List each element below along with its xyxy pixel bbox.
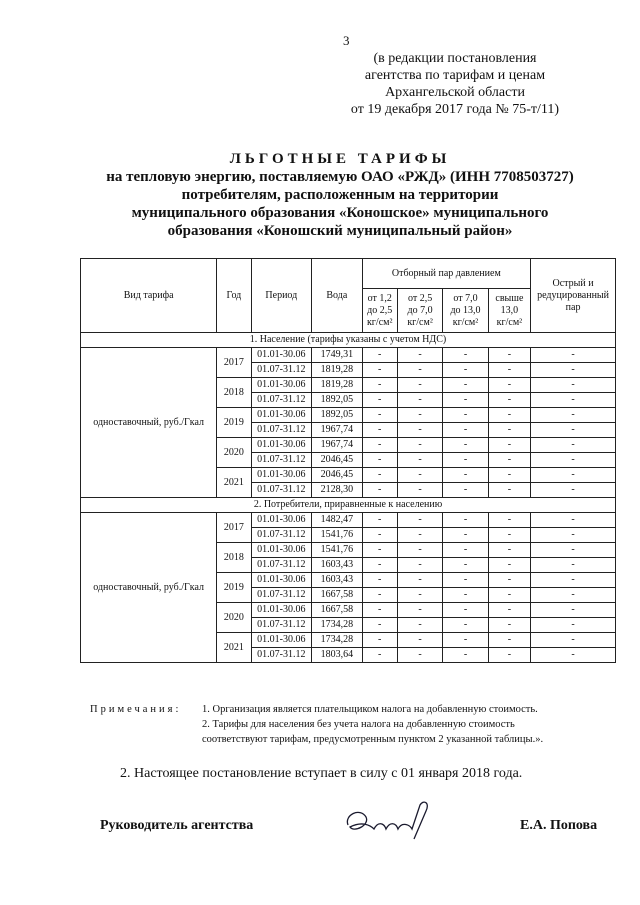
dash-cell: - (362, 453, 397, 468)
title-line: образования «Коношский муниципальный район» (167, 223, 513, 239)
header-steam-text: от 1,2 (367, 292, 392, 304)
water-value-cell: 1482,47 (312, 513, 362, 528)
dash-cell: - (488, 573, 530, 588)
water-value-cell: 1819,28 (312, 363, 362, 378)
dash-cell: - (362, 363, 397, 378)
dash-cell: - (531, 633, 616, 648)
water-value-cell: 1967,74 (312, 438, 362, 453)
dash-cell: - (488, 453, 530, 468)
header-steam-group: Отборный пар давлением (362, 259, 531, 289)
section-row (81, 333, 616, 348)
water-value-cell: 1803,64 (312, 648, 362, 663)
dash-cell: - (531, 348, 616, 363)
period-cell: 01.07-31.12 (251, 393, 312, 408)
period-cell: 01.07-31.12 (251, 483, 312, 498)
dash-cell: - (488, 408, 530, 423)
dash-cell: - (443, 528, 488, 543)
dash-cell: - (362, 573, 397, 588)
water-value-cell: 1667,58 (312, 588, 362, 603)
dash-cell: - (443, 573, 488, 588)
period-cell: 01.01-30.06 (251, 348, 312, 363)
dash-cell: - (397, 558, 442, 573)
period-cell: 01.07-31.12 (251, 453, 312, 468)
page-number: 3 (343, 33, 350, 48)
dash-cell: - (531, 558, 616, 573)
dash-cell: - (488, 603, 530, 618)
header-period: Период (251, 259, 312, 333)
dash-cell: - (443, 423, 488, 438)
redaction-note (330, 50, 580, 118)
dash-cell: - (362, 633, 397, 648)
dash-cell: - (362, 468, 397, 483)
header-steam-col (362, 289, 397, 333)
dash-cell: - (397, 528, 442, 543)
header-kind: Вид тарифа (81, 259, 217, 333)
header-steam-text: 13,0 (500, 304, 519, 316)
header-steam-text: свыше (495, 292, 524, 304)
period-cell: 01.01-30.06 (251, 543, 312, 558)
period-cell: 01.01-30.06 (251, 438, 312, 453)
period-cell: 01.01-30.06 (251, 513, 312, 528)
dash-cell: - (362, 513, 397, 528)
water-value-cell: 1892,05 (312, 393, 362, 408)
header-steam-text: кг/см² (366, 316, 393, 328)
year-cell: 2021 (217, 633, 251, 663)
dash-cell: - (488, 468, 530, 483)
dash-cell: - (397, 513, 442, 528)
water-value-cell: 1734,28 (312, 633, 362, 648)
period-cell: 01.01-30.06 (251, 603, 312, 618)
header-sharp-line: Острый и (552, 277, 594, 289)
dash-cell: - (531, 573, 616, 588)
dash-cell: - (443, 453, 488, 468)
water-value-cell: 1734,28 (312, 618, 362, 633)
dash-cell: - (397, 633, 442, 648)
redaction-line: от 19 декабря 2017 года № 75-т/11) (350, 102, 560, 117)
dash-cell: - (397, 573, 442, 588)
dash-cell: - (488, 633, 530, 648)
dash-cell: - (397, 648, 442, 663)
dash-cell: - (531, 453, 616, 468)
period-cell: 01.07-31.12 (251, 618, 312, 633)
dash-cell: - (488, 438, 530, 453)
dash-cell: - (531, 378, 616, 393)
dash-cell: - (531, 408, 616, 423)
dash-cell: - (531, 438, 616, 453)
dash-cell: - (488, 648, 530, 663)
section-row (81, 498, 616, 513)
dash-cell: - (531, 528, 616, 543)
dash-cell: - (362, 603, 397, 618)
dash-cell: - (362, 483, 397, 498)
dash-cell: - (443, 468, 488, 483)
dash-cell: - (362, 378, 397, 393)
dash-cell: - (362, 408, 397, 423)
dash-cell: - (362, 348, 397, 363)
dash-cell: - (443, 603, 488, 618)
signer-position: Руководитель агентства (100, 818, 254, 833)
dash-cell: - (488, 588, 530, 603)
notes-label: Примечания: (90, 704, 182, 715)
year-cell: 2020 (217, 438, 251, 468)
dash-cell: - (443, 378, 488, 393)
header-year: Год (217, 259, 251, 333)
header-steam-text: от 2,5 (407, 292, 433, 304)
dash-cell: - (443, 648, 488, 663)
period-cell: 01.07-31.12 (251, 423, 312, 438)
dash-cell: - (443, 408, 488, 423)
redaction-line: Архангельской области (385, 85, 525, 100)
section-title: 2. Потребители, приравненные к населению (81, 498, 616, 513)
header-sharp-steam (531, 259, 616, 333)
dash-cell: - (488, 423, 530, 438)
dash-cell: - (443, 348, 488, 363)
dash-cell: - (362, 648, 397, 663)
dash-cell: - (443, 483, 488, 498)
water-value-cell: 1603,43 (312, 558, 362, 573)
year-cell: 2018 (217, 378, 251, 408)
dash-cell: - (397, 453, 442, 468)
tariff-body (81, 333, 616, 663)
water-value-cell: 1819,28 (312, 378, 362, 393)
dash-cell: - (488, 528, 530, 543)
header-steam-col (443, 289, 488, 333)
redaction-line: (в редакции постановления (373, 51, 537, 66)
dash-cell: - (443, 558, 488, 573)
effective-date-clause: 2. Настоящее постановление вступает в силу с 01 января 2018 года. (120, 766, 523, 781)
title-line: муниципального образования «Коношское» муниципального (131, 205, 549, 221)
dash-cell: - (443, 513, 488, 528)
dash-cell: - (397, 348, 442, 363)
tariff-table (80, 258, 616, 663)
signer-name: Е.А. Попова (520, 818, 598, 833)
title-heading: ЛЬГОТНЫЕ ТАРИФЫ (229, 151, 451, 167)
dash-cell: - (488, 513, 530, 528)
dash-cell: - (531, 648, 616, 663)
tariff-kind: одноставочный, руб./Гкал (81, 513, 217, 663)
period-cell: 01.01-30.06 (251, 573, 312, 588)
period-cell: 01.07-31.12 (251, 363, 312, 378)
dash-cell: - (531, 513, 616, 528)
dash-cell: - (397, 393, 442, 408)
dash-cell: - (397, 618, 442, 633)
year-cell: 2018 (217, 543, 251, 573)
dash-cell: - (488, 558, 530, 573)
year-cell: 2017 (217, 348, 251, 378)
note-2: 2. Тарифы для населения без учета налога на добавленную стоимость (202, 719, 515, 730)
signature-image (340, 795, 450, 845)
header-sharp-line: редуцированный (537, 289, 609, 301)
dash-cell: - (397, 588, 442, 603)
dash-cell: - (443, 363, 488, 378)
title-line: потребителям, расположенным на территории (181, 187, 499, 203)
document-title (60, 150, 620, 240)
header-steam-text: до 7,0 (407, 304, 433, 316)
dash-cell: - (531, 543, 616, 558)
table-row (81, 513, 616, 528)
table-row (81, 348, 616, 363)
header-water: Вода (312, 259, 362, 333)
header-steam-col (397, 289, 442, 333)
dash-cell: - (397, 438, 442, 453)
dash-cell: - (362, 528, 397, 543)
dash-cell: - (531, 393, 616, 408)
dash-cell: - (488, 363, 530, 378)
period-cell: 01.07-31.12 (251, 528, 312, 543)
period-cell: 01.07-31.12 (251, 588, 312, 603)
dash-cell: - (488, 393, 530, 408)
dash-cell: - (443, 618, 488, 633)
period-cell: 01.07-31.12 (251, 558, 312, 573)
water-value-cell: 1749,31 (312, 348, 362, 363)
dash-cell: - (362, 588, 397, 603)
dash-cell: - (397, 468, 442, 483)
header-steam-text: кг/см² (407, 316, 433, 328)
tariff-kind: одноставочный, руб./Гкал (81, 348, 217, 498)
period-cell: 01.01-30.06 (251, 378, 312, 393)
dash-cell: - (531, 483, 616, 498)
period-cell: 01.07-31.12 (251, 648, 312, 663)
header-steam-text: кг/см² (452, 316, 479, 328)
dash-cell: - (531, 588, 616, 603)
header-steam-text: от 7,0 (453, 292, 478, 304)
header-steam-col (488, 289, 530, 333)
dash-cell: - (443, 633, 488, 648)
water-value-cell: 1603,43 (312, 573, 362, 588)
dash-cell: - (397, 483, 442, 498)
dash-cell: - (362, 393, 397, 408)
water-value-cell: 1667,58 (312, 603, 362, 618)
note-2-continued: соответствуют тарифам, предусмотренным пунктом 2 указанной таблицы.». (202, 734, 544, 745)
header-steam-text: до 2,5 (367, 304, 393, 316)
title-line: на тепловую энергию, поставляемую ОАО «РЖД» (ИНН 7708503727) (106, 169, 574, 185)
redaction-line: агентства по тарифам и ценам (364, 68, 546, 83)
dash-cell: - (362, 423, 397, 438)
year-cell: 2019 (217, 573, 251, 603)
section-title: 1. Население (тарифы указаны с учетом НДС) (81, 333, 616, 348)
water-value-cell: 1967,74 (312, 423, 362, 438)
dash-cell: - (362, 438, 397, 453)
dash-cell: - (531, 363, 616, 378)
dash-cell: - (397, 378, 442, 393)
dash-cell: - (397, 543, 442, 558)
dash-cell: - (362, 558, 397, 573)
dash-cell: - (397, 363, 442, 378)
year-cell: 2020 (217, 603, 251, 633)
period-cell: 01.01-30.06 (251, 408, 312, 423)
dash-cell: - (488, 348, 530, 363)
year-cell: 2021 (217, 468, 251, 498)
dash-cell: - (397, 603, 442, 618)
dash-cell: - (488, 483, 530, 498)
dash-cell: - (488, 543, 530, 558)
dash-cell: - (488, 618, 530, 633)
dash-cell: - (531, 603, 616, 618)
header-steam-text: до 13,0 (450, 304, 481, 316)
year-cell: 2017 (217, 513, 251, 543)
dash-cell: - (531, 468, 616, 483)
period-cell: 01.01-30.06 (251, 633, 312, 648)
water-value-cell: 2046,45 (312, 453, 362, 468)
dash-cell: - (531, 423, 616, 438)
water-value-cell: 1892,05 (312, 408, 362, 423)
year-cell: 2019 (217, 408, 251, 438)
dash-cell: - (362, 543, 397, 558)
dash-cell: - (488, 378, 530, 393)
header-steam-text: кг/см² (496, 316, 523, 328)
dash-cell: - (397, 423, 442, 438)
dash-cell: - (362, 618, 397, 633)
water-value-cell: 1541,76 (312, 528, 362, 543)
dash-cell: - (443, 438, 488, 453)
note-1: 1. Организация является плательщиком налога на добавленную стоимость. (202, 704, 538, 715)
dash-cell: - (443, 393, 488, 408)
dash-cell: - (443, 543, 488, 558)
water-value-cell: 2128,30 (312, 483, 362, 498)
water-value-cell: 2046,45 (312, 468, 362, 483)
water-value-cell: 1541,76 (312, 543, 362, 558)
dash-cell: - (397, 408, 442, 423)
dash-cell: - (443, 588, 488, 603)
dash-cell: - (531, 618, 616, 633)
period-cell: 01.01-30.06 (251, 468, 312, 483)
header-sharp-line: пар (565, 301, 581, 313)
